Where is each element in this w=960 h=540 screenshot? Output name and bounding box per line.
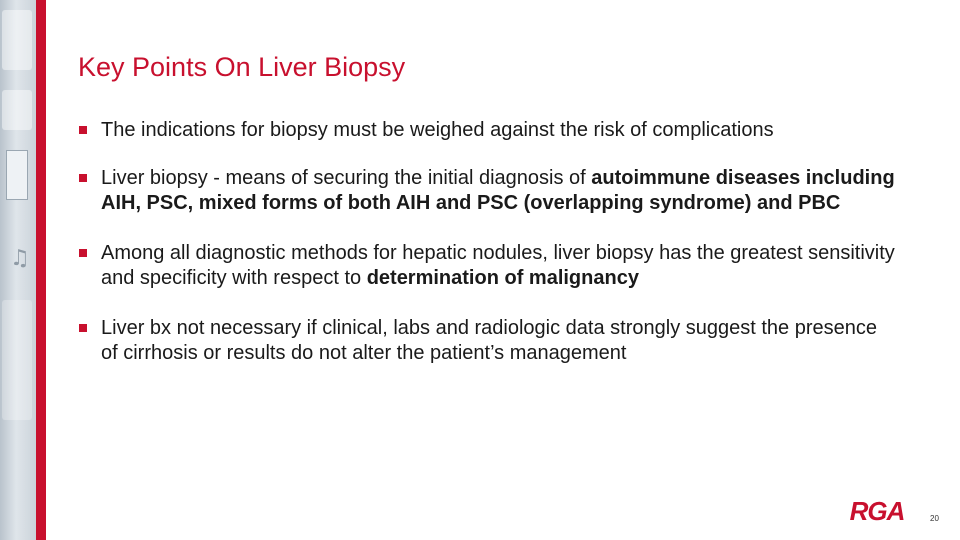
- document-icon: [6, 150, 28, 200]
- logo-text: RGA: [849, 497, 905, 523]
- bullet-item: [78, 118, 898, 143]
- decorative-side-image: [0, 0, 36, 540]
- page-number: 20: [930, 514, 939, 523]
- bullet-bold-text: determination of malignancy: [366, 267, 639, 289]
- bullet-marker: [79, 249, 87, 257]
- bullet-text: Among all diagnostic methods for hepatic nodules, liver biopsy has the greatest sensitivity and specificity with respect to: [101, 242, 895, 289]
- side-image-panel: [2, 90, 32, 130]
- rga-logo: [842, 497, 912, 523]
- bullet-list: [78, 118, 898, 389]
- bullet-text: Liver bx not necessary if clinical, labs and radiologic data strongly suggest the presence of cirrhosis or results do not alter the patient’s management: [101, 317, 877, 364]
- accent-bar: [36, 0, 46, 540]
- bullet-item: [78, 316, 898, 366]
- bullet-item: [78, 241, 898, 291]
- music-note-icon: ♫: [10, 246, 30, 271]
- bullet-bold-text: autoimmune diseases including AIH, PSC, mixed forms of both AIH and PSC (overlapping syndrome) and PBC: [101, 167, 895, 214]
- slide-title: Key Points On Liver Biopsy: [78, 52, 406, 82]
- bullet-item: [78, 166, 898, 216]
- bullet-text: Liver biopsy - means of securing the initial diagnosis of: [101, 167, 592, 189]
- bullet-marker: [79, 324, 87, 332]
- bullet-text: The indications for biopsy must be weighed against the risk of complications: [101, 119, 774, 141]
- bullet-marker: [79, 126, 87, 134]
- side-image-panel: [2, 300, 32, 420]
- bullet-marker: [79, 174, 87, 182]
- side-image-panel: [2, 10, 32, 70]
